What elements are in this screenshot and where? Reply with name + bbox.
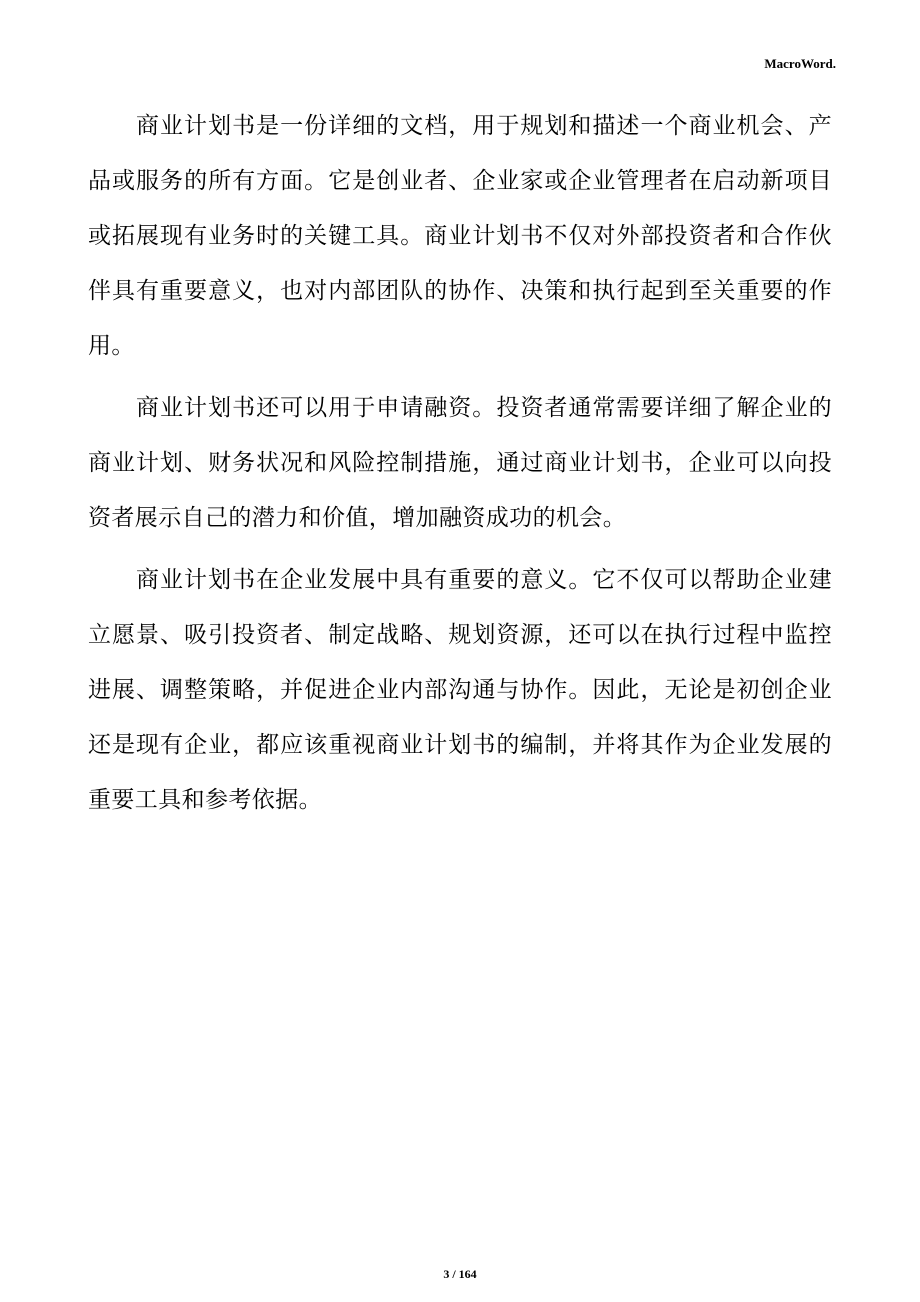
paragraph-2: 商业计划书还可以用于申请融资。投资者通常需要详细了解企业的商业计划、财务状况和风险控制措施，通过商业计划书，企业可以向投资者展示自己的潜力和价值，增加融资成功的机会。 xyxy=(88,395,832,531)
page-number: 3 / 164 xyxy=(443,1267,477,1281)
paragraph-3: 商业计划书在企业发展中具有重要的意义。它不仅可以帮助企业建立愿景、吸引投资者、制定战略、规划资源，还可以在执行过程中监控进展、调整策略，并促进企业内部沟通与协作。因此，无论是初创企业还是现有企业，都应该重视商业计划书的编制，并将其作为企业发展的重要工具和参考依据。 xyxy=(88,567,832,813)
header-brand: MacroWord. xyxy=(764,56,836,71)
document-body xyxy=(88,99,832,835)
paragraph-1: 商业计划书是一份详细的文档，用于规划和描述一个商业机会、产品或服务的所有方面。它是创业者、企业家或企业管理者在启动新项目或拓展现有业务时的关键工具。商业计划书不仅对外部投资者和合作伙伴具有重要意义，也对内部团队的协作、决策和执行起到至关重要的作用。 xyxy=(88,113,832,359)
